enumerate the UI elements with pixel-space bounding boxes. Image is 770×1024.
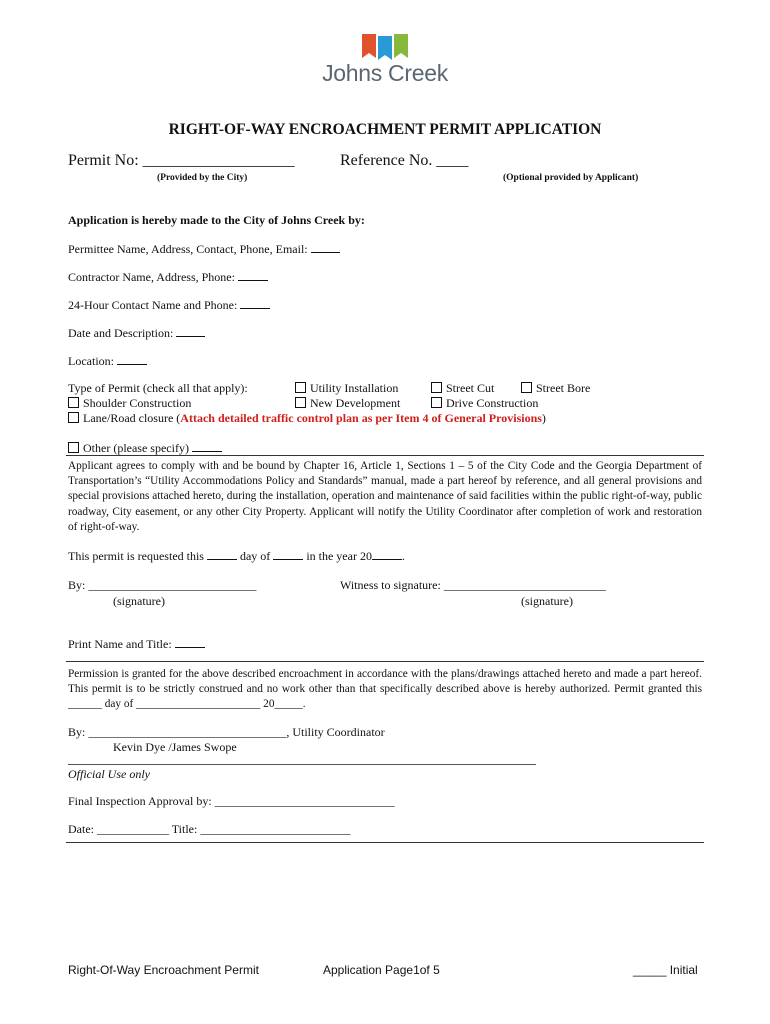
option-street-cut[interactable] [431, 381, 494, 396]
lane-closure-end: ) [541, 411, 546, 425]
city-logo [318, 30, 452, 92]
logo-flag-orange [362, 34, 376, 58]
lane-closure-note: Attach detailed traffic control plan as per Item 4 of General Provisions [180, 411, 542, 425]
page-title: RIGHT-OF-WAY ENCROACHMENT PERMIT APPLICATION [168, 121, 602, 138]
print-name-field[interactable] [175, 636, 205, 648]
option-label: Shoulder Construction [83, 396, 192, 410]
contractor-row [68, 269, 268, 285]
section-divider [66, 455, 704, 456]
requested-year-field[interactable] [372, 548, 402, 560]
option-label: Drive Construction [446, 396, 539, 410]
coordinator-signature-line[interactable]: By: _________________________________, Utility Coordinator [68, 725, 385, 739]
option-lane-closure[interactable] [68, 411, 546, 426]
requested-day-field[interactable] [207, 548, 237, 560]
location-field[interactable] [117, 353, 147, 365]
option-street-bore[interactable] [521, 381, 590, 396]
option-shoulder-construction[interactable] [68, 396, 191, 411]
contact24-label: 24-Hour Contact Name and Phone: [68, 298, 238, 312]
option-label: Street Cut [446, 381, 495, 395]
date-title-line[interactable]: Date: ____________ Title: _________________________ [68, 822, 351, 836]
applicant-signature-line[interactable]: By: ____________________________ [68, 578, 257, 592]
checkbox-lane-closure[interactable] [68, 412, 79, 423]
permit-no-label: Permit No: [68, 152, 139, 169]
checkbox-new-development[interactable] [295, 397, 306, 408]
logo-flag-green [394, 34, 408, 58]
date-desc-field[interactable] [176, 325, 205, 337]
official-use-label: Official Use only [68, 767, 150, 781]
permit-no-row [68, 152, 295, 170]
official-divider [68, 764, 536, 765]
agreement-paragraph: Applicant agrees to comply with and be bound by Chapter 16, Article 1, Sections 1 – 5 of the City Code and the Georgia Department of Transportation’s “Utility Accommodations Policy and Standards” manual, made a part hereof by reference, and all general provisions and special provisions attached hereto, during the installation, operation and maintenance of said facilities within the public right-of-way, public roadway, City easement, or any other City Property. Applicant will notify the Utility Coordinator after completion of work and restoration of right-of-way. [68, 460, 702, 533]
option-new-development[interactable] [295, 396, 400, 411]
logo-flag-blue [378, 36, 392, 60]
permittee-field[interactable] [311, 241, 340, 253]
other-specify-field[interactable] [192, 440, 222, 452]
contractor-label: Contractor Name, Address, Phone: [68, 270, 235, 284]
contact24-row [68, 297, 270, 313]
intro-heading: Application is hereby made to the City of Johns Creek by: [68, 213, 365, 227]
option-label: New Development [310, 396, 401, 410]
option-label: Street Bore [536, 381, 591, 395]
option-drive-construction[interactable] [431, 396, 538, 411]
requested-text-a: This permit is requested this [68, 549, 204, 563]
section-divider [66, 661, 704, 662]
permittee-label: Permittee Name, Address, Contact, Phone, Email: [68, 242, 308, 256]
option-label: Lane/Road closure ( [83, 411, 181, 425]
reference-no-field[interactable]: ____ [436, 152, 469, 169]
footer-initial[interactable]: _____ Initial [633, 963, 698, 977]
witness-signature-line[interactable]: Witness to signature: ___________________________ [340, 578, 606, 592]
location-row [68, 353, 147, 369]
permit-no-field[interactable]: ___________________ [142, 152, 295, 169]
footer-left: Right-Of-Way Encroachment Permit [68, 963, 259, 977]
option-label: Other (please specify) [83, 441, 189, 455]
contact24-field[interactable] [240, 297, 270, 309]
requested-row [68, 548, 405, 564]
checkbox-other[interactable] [68, 442, 79, 453]
requested-text-b: day of [239, 549, 271, 563]
option-other[interactable] [68, 440, 222, 456]
date-desc-label: Date and Description: [68, 326, 174, 340]
requested-text-d: . [401, 549, 405, 563]
print-name-row [68, 636, 205, 652]
permit-no-note: (Provided by the City) [157, 173, 248, 183]
logo-text: Johns Creek [322, 60, 448, 86]
permission-paragraph: Permission is granted for the above described encroachment in accordance with the plans/drawings attached hereto and made a part hereof. This permit is to be strictly construed and no work other than that specifically described above is hereby authorized. Permit granted this ______ day of ______________________ 20_____. [68, 668, 702, 711]
witness-signature-caption: (signature) [521, 594, 573, 608]
reference-no-note: (Optional provided by Applicant) [503, 173, 639, 183]
checkbox-shoulder-construction[interactable] [68, 397, 79, 408]
coordinator-names: Kevin Dye /James Swope [113, 740, 237, 754]
permit-type-label: Type of Permit (check all that apply): [68, 381, 248, 395]
checkbox-street-bore[interactable] [521, 382, 532, 393]
checkbox-drive-construction[interactable] [431, 397, 442, 408]
print-name-label: Print Name and Title: [68, 637, 172, 651]
location-label: Location: [68, 354, 114, 368]
footer-page-number: Application Page1of 5 [323, 963, 440, 977]
section-divider [66, 842, 704, 843]
reference-no-label: Reference No. [340, 152, 433, 169]
checkbox-street-cut[interactable] [431, 382, 442, 393]
date-desc-row [68, 325, 205, 341]
applicant-signature-caption: (signature) [113, 594, 165, 608]
logo-flags-icon [318, 30, 452, 60]
contractor-field[interactable] [238, 269, 268, 281]
option-utility-installation[interactable] [295, 381, 398, 396]
requested-text-c: in the year 20 [306, 549, 372, 563]
permittee-row [68, 241, 340, 257]
reference-no-row [340, 152, 468, 170]
option-label: Utility Installation [310, 381, 399, 395]
requested-month-field[interactable] [273, 548, 303, 560]
checkbox-utility-installation[interactable] [295, 382, 306, 393]
final-inspection-line[interactable]: Final Inspection Approval by: ______________________________ [68, 794, 395, 808]
